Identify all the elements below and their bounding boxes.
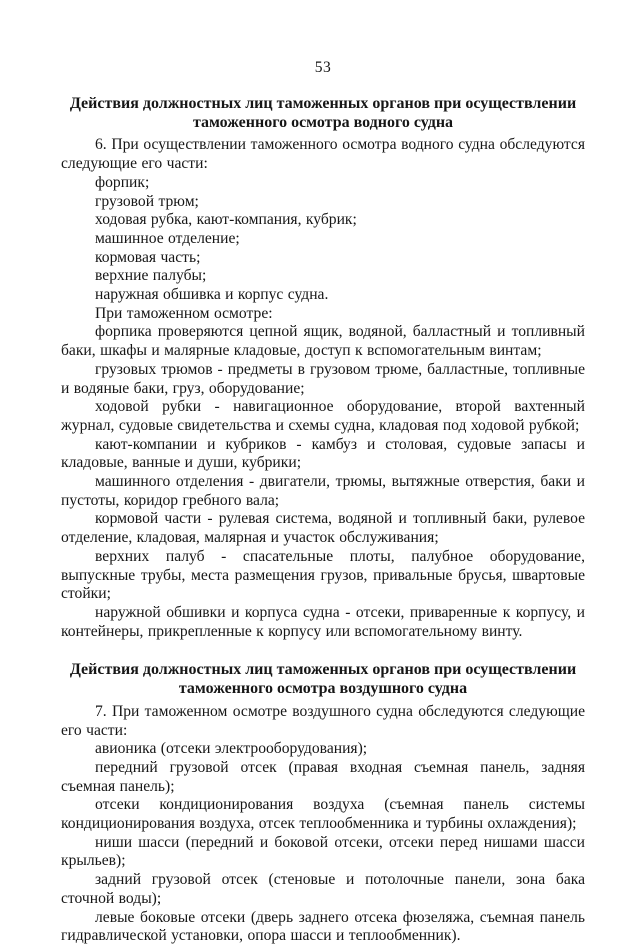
- section-paragraphs: [61, 136, 585, 641]
- paragraph-line: машинного отделения - двигатели, трюмы, вытяжные отверстия, баки и пустоты, коридор гребного вала;: [61, 473, 585, 509]
- paragraph-line: ходовая рубка, кают-компания, кубрик;: [95, 211, 357, 229]
- paragraph-line: верхних палуб - спасательные плоты, палубное оборудование, выпускные трубы, места размещения грузов, привальные брусья, швартовые стойки;: [61, 547, 585, 603]
- paragraph-line: ходовой рубки - навигационное оборудование, второй вахтенный журнал, судовые свидетельства и схемы судна, кладовая под ходовой рубкой;: [61, 398, 585, 434]
- paragraph-line: кают-компании и кубриков - камбуз и столовая, судовые запасы и кладовые, ванные и души, кубрики;: [61, 435, 585, 472]
- section-heading: [61, 661, 585, 698]
- section-aircraft-inspection: [61, 661, 585, 946]
- paragraph-line: форпик;: [95, 173, 150, 191]
- document-content: [61, 58, 585, 946]
- page-number: 53: [314, 59, 332, 76]
- section-heading-line: таможенного осмотра воздушного судна: [178, 680, 468, 698]
- section-heading-line: Действия должностных лиц таможенных органов при осуществлении: [69, 661, 577, 679]
- paragraph-line: передний грузовой отсек (правая входная съемная панель, задняя съемная панель);: [61, 758, 585, 795]
- paragraph-line: верхние палубы;: [95, 267, 207, 285]
- paragraph-line: ниши шасси (передний и боковой отсеки, отсеки перед нишами шасси крыльев);: [61, 833, 585, 870]
- paragraph-line: наружная обшивка и корпус судна.: [95, 286, 329, 304]
- paragraph-line: отсеки кондиционирования воздуха (съемная панель системы кондиционирования воздуха, отсек теплообменника и турбины охлаждения);: [61, 796, 585, 833]
- paragraph-line: авионика (отсеки электрооборудования);: [95, 740, 368, 758]
- paragraph-line: машинное отделение;: [95, 229, 240, 247]
- paragraph-line: задний грузовой отсек (стеновые и потолочные панели, зона бака сточной воды);: [61, 871, 585, 907]
- paragraph-line: наружной обшивки и корпуса судна - отсеки, приваренные к корпусу, и контейнеры, прикрепленные к корпусу или вспомогательному винту.: [61, 603, 585, 640]
- paragraph-line: 6. При осуществлении таможенного осмотра водного судна обследуются следующие его части:: [61, 136, 585, 173]
- paragraph-line: При таможенном осмотре:: [95, 304, 273, 322]
- paragraph-line: левые боковые отсеки (дверь заднего отсека фюзеляжа, съемная панель гидравлической установки, опора шасси и теплообменник).: [61, 908, 585, 945]
- paragraph-line: грузовых трюмов - предметы в грузовом трюме, балластные, топливные и водяные баки, груз, оборудование;: [61, 360, 585, 397]
- paragraph-line: 7. При таможенном осмотре воздушного судна обследуются следующие его части:: [61, 702, 585, 739]
- section-heading-line: Действия должностных лиц таможенных органов при осуществлении: [69, 95, 577, 112]
- paragraph-line: кормовая часть;: [95, 248, 201, 266]
- section-heading-line: таможенного осмотра водного судна: [192, 113, 454, 131]
- section-heading: [61, 95, 585, 132]
- section-water-vessel-inspection: [61, 95, 585, 641]
- paragraph-line: грузовой трюм;: [95, 192, 199, 210]
- paragraph-line: кормовой части - рулевая система, водяной и топливный баки, рулевое отделение, кладовая, малярная и участок обслуживания;: [61, 510, 585, 547]
- paragraph-line: форпика проверяются цепной ящик, водяной, балластный и топливный баки, шкафы и малярные кладовые, доступ к вспомогательным винтам;: [61, 323, 585, 360]
- section-paragraphs: [61, 703, 585, 946]
